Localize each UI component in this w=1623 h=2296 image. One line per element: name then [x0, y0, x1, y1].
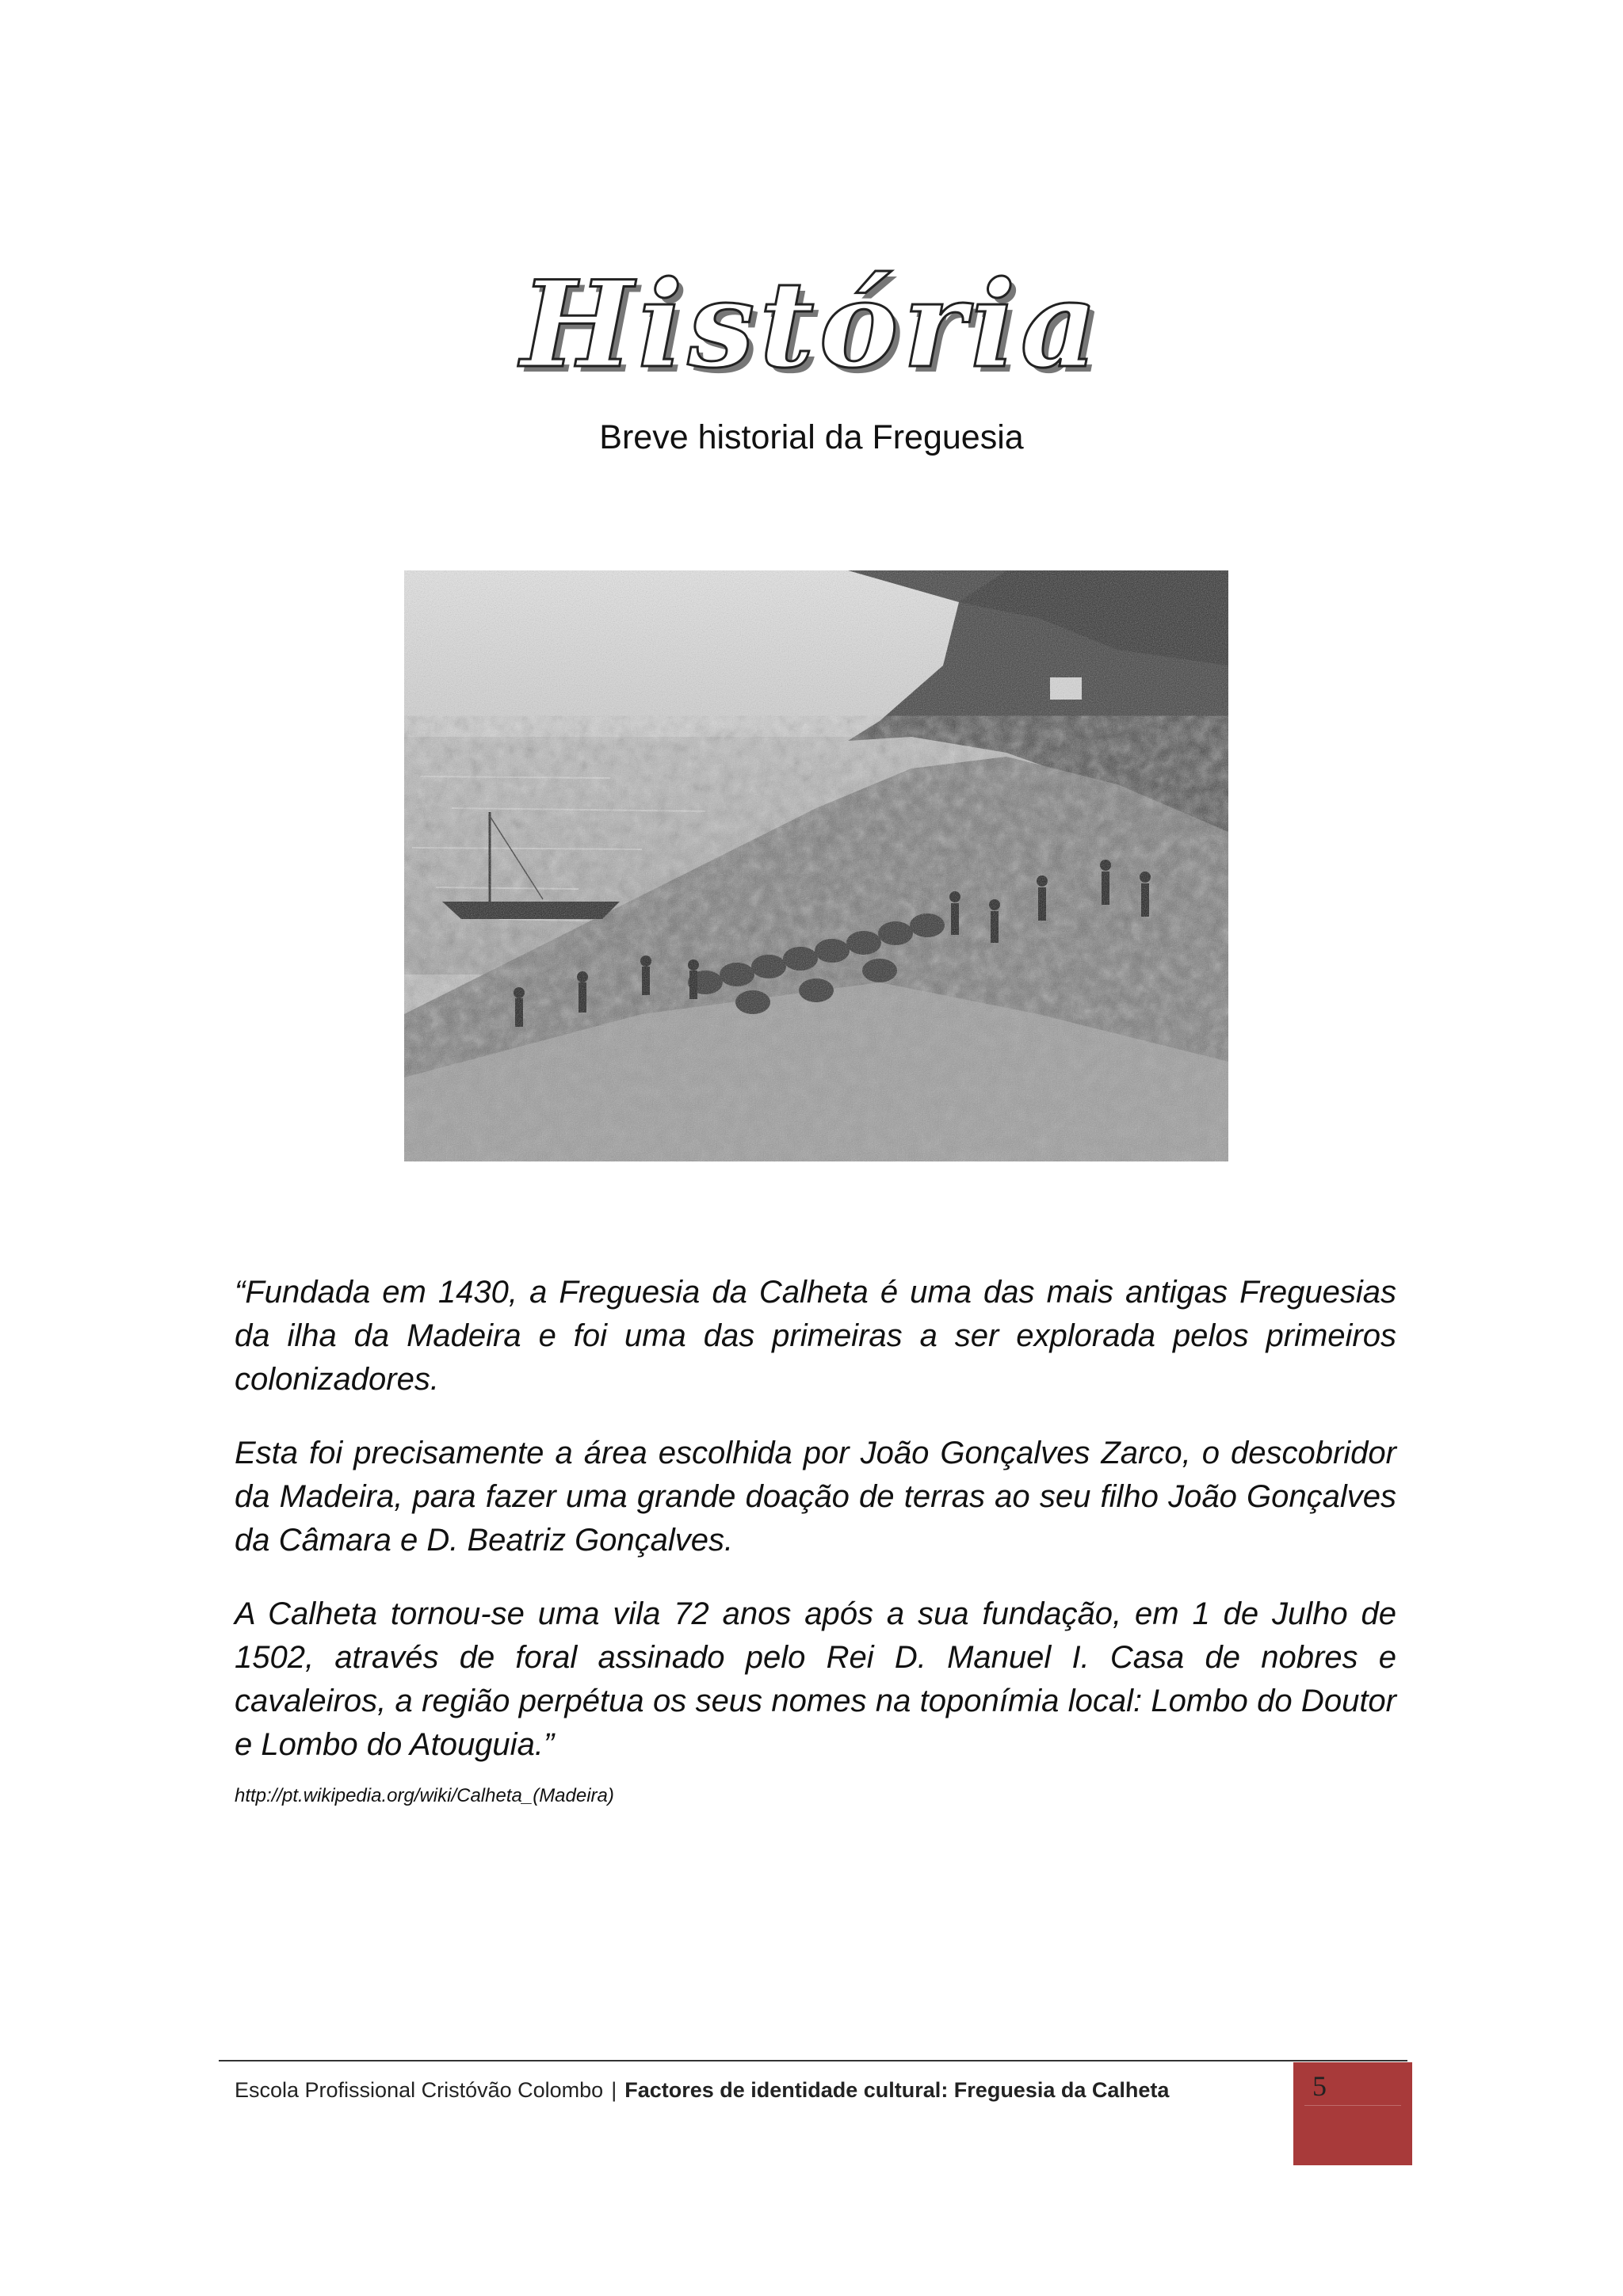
footer-school: Escola Profissional Cristóvão Colombo [235, 2078, 604, 2102]
page-title: História [521, 255, 1102, 395]
footer-separator: | [611, 2078, 617, 2102]
footer-topic: Factores de identidade cultural: Freguesia da Calheta [624, 2078, 1170, 2102]
paragraph-zarco: Esta foi precisamente a área escolhida por João Gonçalves Zarco, o descobridor da Madeira, para fazer uma grande doação de terras ao seu filho João Gonçalves da Câmara e D. Beatriz Gonçalves. [235, 1436, 1396, 1558]
historical-beach-photo [404, 570, 1228, 1161]
page-subtitle: Breve historial da Freguesia [599, 418, 1024, 456]
page-number: 5 [1312, 2070, 1327, 2102]
footer [235, 2071, 1169, 2109]
source-link[interactable]: http://pt.wikipedia.org/wiki/Calheta_(Madeira) [235, 1785, 614, 1806]
footer-divider [219, 2060, 1407, 2061]
quoted-history-text [235, 1271, 1396, 1797]
paragraph-foundation: “Fundada em 1430, a Freguesia da Calheta é uma das mais antigas Freguesias da ilha da Madeira e foi uma das primeiras a ser explorada pelos primeiros colonizadores. [235, 1275, 1396, 1397]
page-box-rule [1304, 2105, 1401, 2106]
paragraph-vila: A Calheta tornou-se uma vila 72 anos após a sua fundação, em 1 de Julho de 1502, através de foral assinado pelo Rei D. Manuel I. Casa de nobres e cavaleiros, a região perpétua os seus nomes na toponímia local: Lombo do Doutor e Lombo do Atouguia.” [235, 1596, 1396, 1762]
page-number-box [1293, 2062, 1412, 2165]
